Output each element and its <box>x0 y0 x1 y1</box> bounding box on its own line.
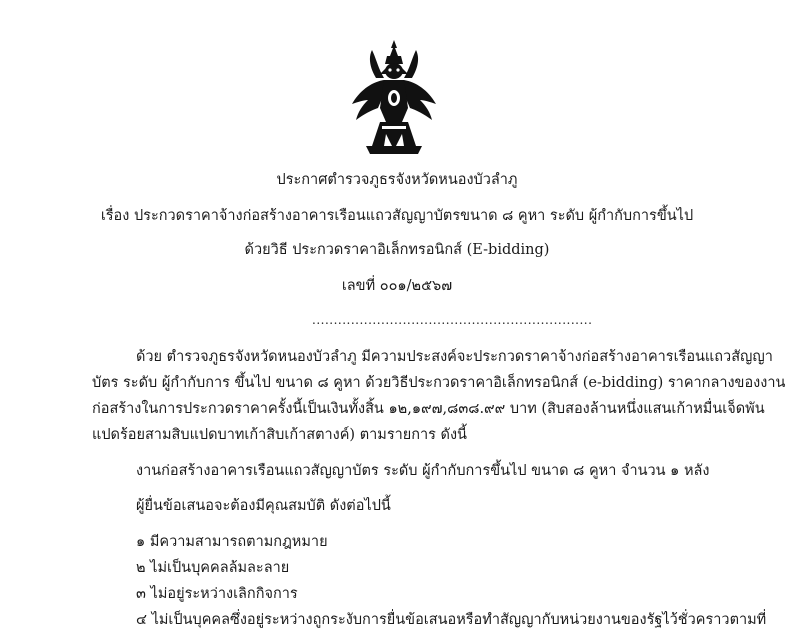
separator-line: ................................................................. <box>312 313 593 327</box>
method-line: ด้วยวิธี ประกวดราคาอิเล็กทรอนิกส์ (E-bidding) <box>244 242 550 258</box>
announcement-number: เลขที่ ๐๐๑/๒๕๖๗ <box>341 278 453 294</box>
qualification-item: ๒ ไม่เป็นบุคคลล้มละลาย <box>136 560 290 576</box>
qualification-item: ๓ ไม่อยู่ระหว่างเลิกกิจการ <box>136 586 298 602</box>
announcement-title: ประกาศตำรวจภูธรจังหวัดหนองบัวลำภู <box>276 172 518 188</box>
subject-line: เรื่อง ประกวดราคาจ้างก่อสร้างอาคารเรือนแถวสัญญาบัตรขนาด ๘ คูหา ระดับ ผู้กำกับการขึ้นไป <box>100 208 694 224</box>
garuda-emblem <box>346 38 442 156</box>
qualification-item: ๔ ไม่เป็นบุคคลซึ่งอยู่ระหว่างถูกระงับการยื่นข้อเสนอหรือทำสัญญากับหน่วยงานของรัฐไว้ชั่วคราวตามที่ <box>136 612 767 628</box>
paragraph-line: แปดร้อยสามสิบแปดบาทเก้าสิบเก้าสตางค์) ตามรายการ ดังนี้ <box>92 427 467 443</box>
paragraph-line: บัตร ระดับ ผู้กำกับการ ขึ้นไป ขนาด ๘ คูหา ด้วยวิธีประกวดราคาอิเล็กทรอนิกส์ (e-bidding) ราคากลางของงาน <box>92 375 786 391</box>
paragraph-line: ด้วย ตำรวจภูธรจังหวัดหนองบัวลำภู มีความประสงค์จะประกวดราคาจ้างก่อสร้างอาคารเรือนแถวสัญญา <box>136 349 773 365</box>
work-item: งานก่อสร้างอาคารเรือนแถวสัญญาบัตร ระดับ ผู้กำกับการขึ้นไป ขนาด ๘ คูหา จำนวน ๑ หลัง <box>136 463 710 479</box>
paragraph-line: ก่อสร้างในการประกวดราคาครั้งนี้เป็นเงินทั้งสิ้น ๑๒,๑๙๗,๘๓๘.๙๙ บาท (สิบสองล้านหนึ่งแสนเก้าหมื่นเจ็ดพัน <box>92 401 765 417</box>
qualification-item: ๑ มีความสามารถตามกฎหมาย <box>136 534 328 550</box>
qualifications-intro: ผู้ยื่นข้อเสนอจะต้องมีคุณสมบัติ ดังต่อไปนี้ <box>136 498 391 514</box>
